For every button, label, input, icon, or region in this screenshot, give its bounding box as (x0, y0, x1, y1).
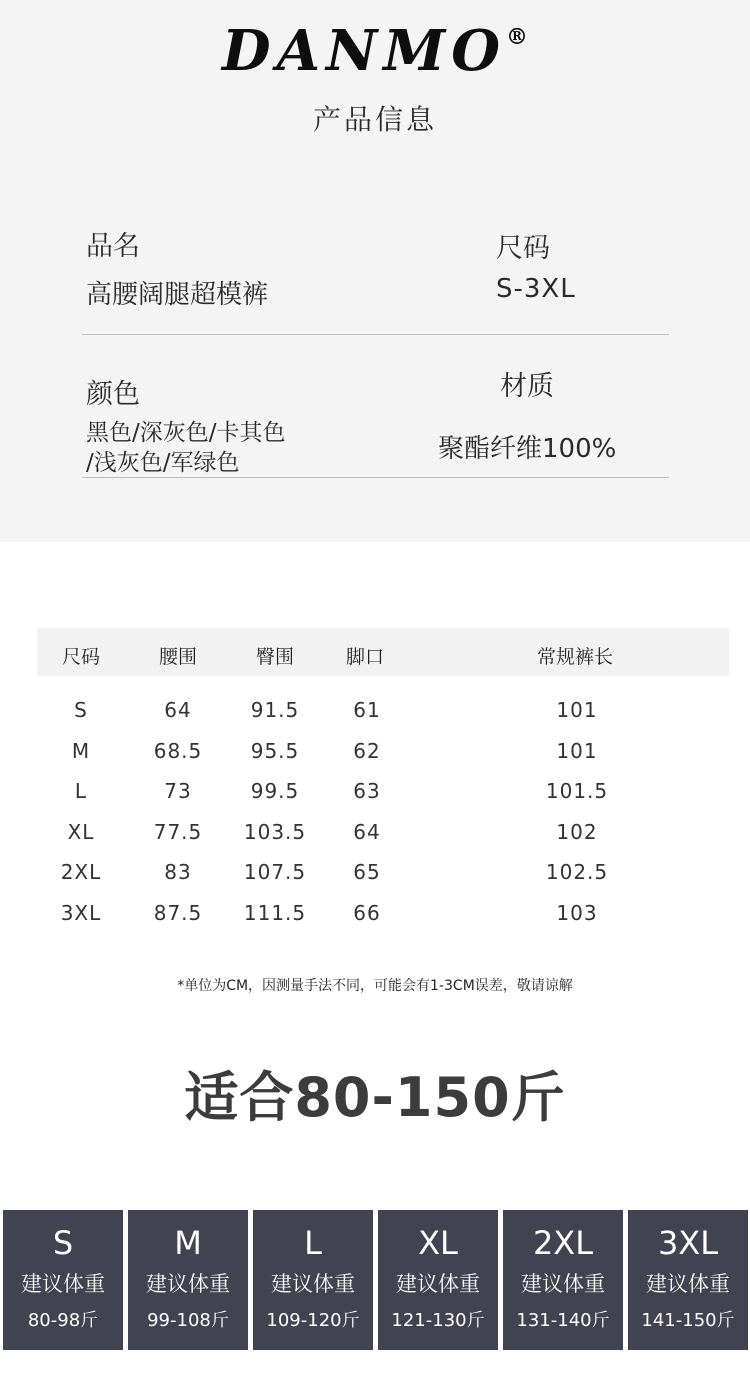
card-range: 141-150斤 (641, 1310, 735, 1331)
header-length: 常规裤长 (536, 646, 614, 668)
table-row (37, 897, 729, 938)
card-size: S (52, 1224, 74, 1262)
cell-length: 101 (556, 698, 598, 722)
cell-size: 2XL (60, 860, 102, 885)
weight-cards (3, 1210, 749, 1350)
card-size: L (304, 1224, 322, 1262)
material-label: 材质 (500, 371, 554, 402)
divider (82, 477, 669, 478)
fit-weight-heading: 适合80-150斤 (184, 1066, 566, 1129)
brand-name: DANMO (222, 18, 506, 84)
weight-card-xl (378, 1210, 498, 1350)
color-line-2: /浅灰色/军绿色 (86, 450, 240, 476)
color-value (86, 418, 286, 478)
cell-waist: 64 (164, 698, 192, 722)
measurement-note: *单位为CM，因测量手法不同，可能会有1-3CM误差，敬请谅解 (177, 978, 573, 994)
cell-length: 103 (556, 900, 598, 925)
table-row (37, 775, 729, 816)
table-row (37, 856, 729, 897)
card-label: 建议体重 (271, 1272, 355, 1296)
cell-hip: 111.5 (243, 900, 307, 925)
brand-logo (0, 18, 750, 84)
table-body (37, 676, 729, 938)
cell-waist: 73 (164, 779, 192, 804)
header-waist: 腰围 (158, 646, 198, 668)
size-table (37, 628, 729, 938)
cell-hem: 65 (353, 860, 381, 885)
cell-waist: 87.5 (153, 900, 203, 925)
registered-mark: ® (505, 24, 528, 50)
card-label: 建议体重 (646, 1272, 730, 1296)
cell-hem: 62 (353, 738, 381, 763)
cell-length: 101 (556, 738, 598, 763)
size-value: S-3XL (496, 274, 576, 304)
card-label: 建议体重 (146, 1272, 230, 1296)
info-title: 产品信息 (312, 103, 437, 136)
cell-size: L (74, 779, 88, 804)
cell-hip: 95.5 (250, 738, 300, 763)
header-hip: 臀围 (255, 646, 295, 668)
cell-size: 3XL (60, 900, 102, 925)
card-label: 建议体重 (396, 1272, 480, 1296)
table-row (37, 735, 729, 776)
cell-hip: 107.5 (243, 860, 307, 885)
card-range: 99-108斤 (147, 1310, 229, 1331)
table-row (37, 816, 729, 857)
cell-length: 102.5 (545, 860, 609, 885)
divider (82, 334, 669, 335)
header-size: 尺码 (61, 646, 101, 668)
cell-hem: 61 (353, 698, 381, 722)
weight-card-l (253, 1210, 373, 1350)
color-label: 颜色 (86, 379, 140, 410)
cell-size: S (74, 698, 88, 722)
table-header (37, 628, 729, 676)
card-size: M (174, 1224, 202, 1262)
cell-size: M (71, 738, 91, 763)
size-label: 尺码 (496, 233, 550, 264)
card-range: 109-120斤 (266, 1310, 360, 1331)
cell-length: 102 (556, 819, 598, 844)
cell-hem: 64 (353, 819, 381, 844)
color-line-1: 黑色/深灰色/卡其色 (86, 420, 286, 446)
cell-hip: 103.5 (243, 819, 307, 844)
table-row (37, 694, 729, 735)
cell-size: XL (67, 819, 95, 844)
product-info-section (0, 0, 750, 542)
card-label: 建议体重 (21, 1272, 105, 1296)
weight-card-s (3, 1210, 123, 1350)
card-size: XL (418, 1224, 458, 1262)
cell-waist: 68.5 (153, 738, 203, 763)
cell-length: 101.5 (545, 779, 609, 804)
card-range: 131-140斤 (516, 1310, 610, 1331)
weight-card-m (128, 1210, 248, 1350)
card-label: 建议体重 (521, 1272, 605, 1296)
cell-hip: 99.5 (250, 779, 300, 804)
weight-card-3xl (628, 1210, 748, 1350)
name-value: 高腰阔腿超模裤 (86, 280, 269, 310)
cell-waist: 77.5 (153, 819, 203, 844)
cell-waist: 83 (164, 860, 192, 885)
cell-hem: 63 (353, 779, 381, 804)
material-value: 聚酯纤维100% (438, 434, 617, 464)
card-size: 2XL (532, 1224, 594, 1262)
name-label: 品名 (86, 231, 140, 262)
card-range: 121-130斤 (391, 1310, 485, 1331)
header-hem: 脚口 (345, 646, 385, 668)
card-size: 3XL (657, 1224, 719, 1262)
card-range: 80-98斤 (27, 1310, 99, 1331)
cell-hip: 91.5 (250, 698, 300, 722)
weight-card-2xl (503, 1210, 623, 1350)
cell-hem: 66 (353, 900, 381, 925)
